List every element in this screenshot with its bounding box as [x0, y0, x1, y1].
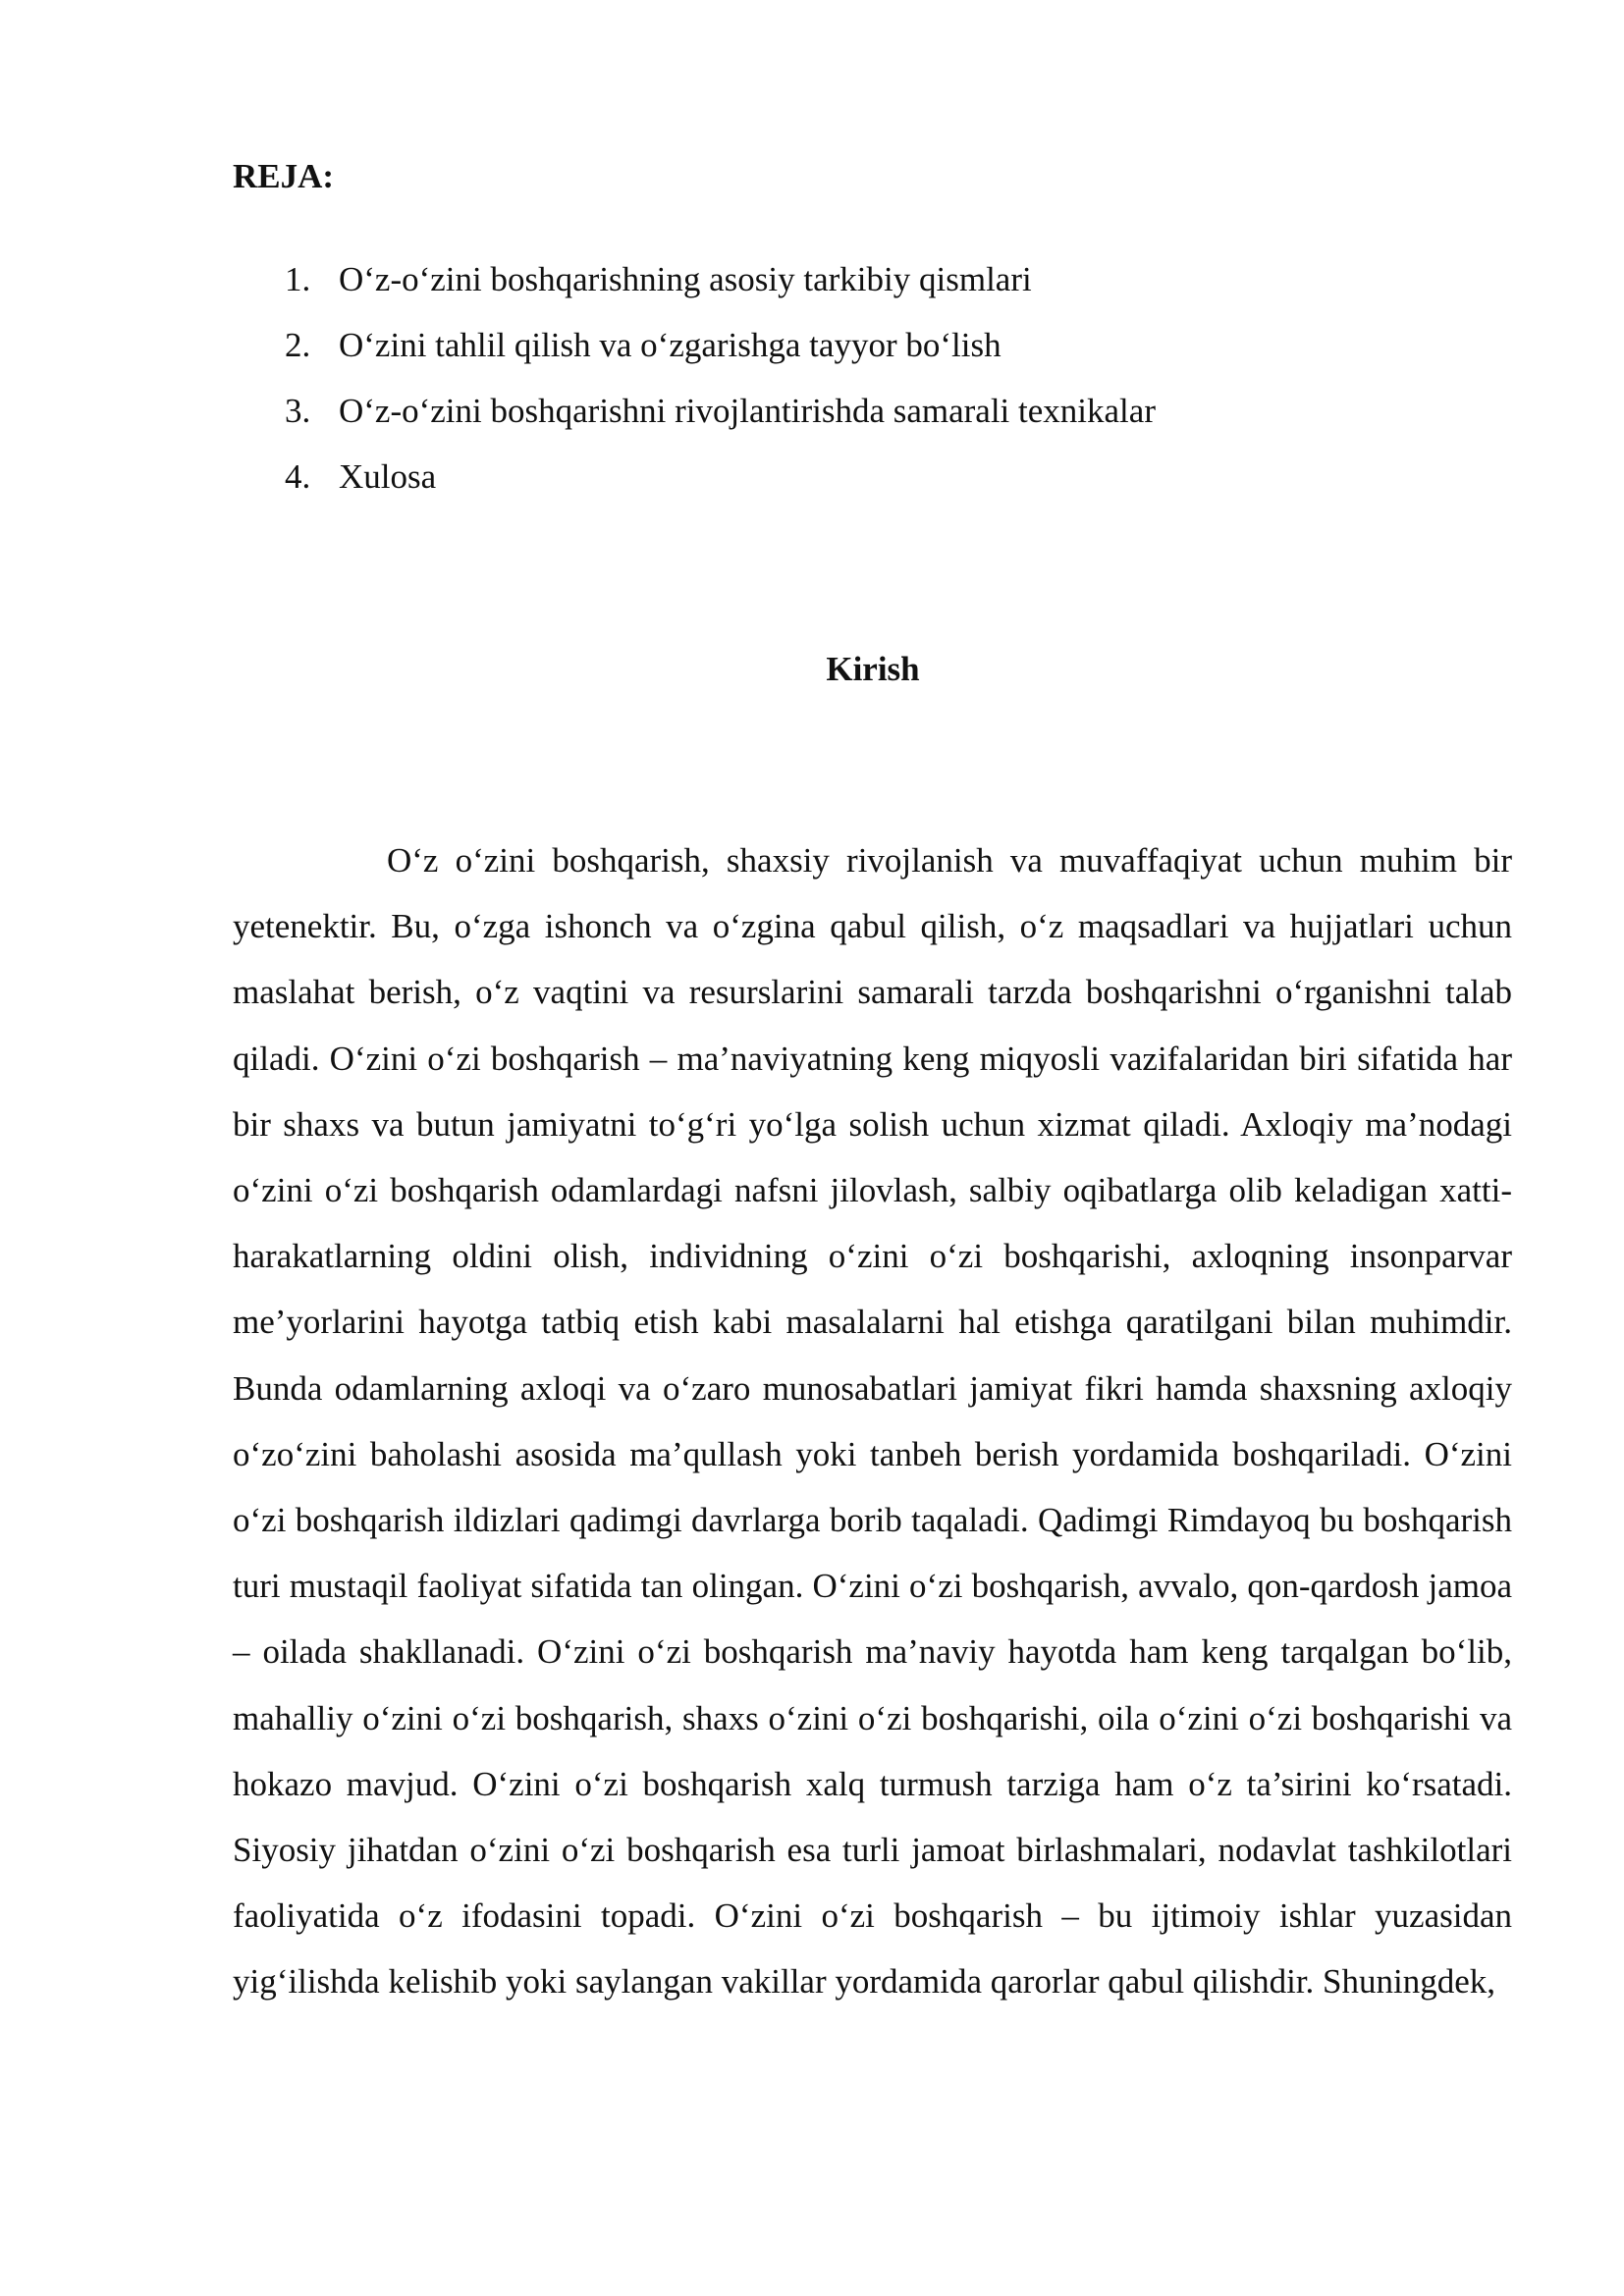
introduction-paragraph: O‘z o‘zini boshqarish, shaxsiy rivojlanish va muvaffaqiyat uchun muhim bir yetenektir. Bu, o‘zga ishonch va o‘zgina qabul qilish, o‘z maqsadlari va hujjatlari uchun maslahat berish, o‘z vaqtini va resurslarini samarali tarzda boshqarishni o‘rganishni talab qiladi. O‘zini o‘zi boshqarish – ma’naviyatning keng miqyosli vazifalaridan biri sifatida har bir shaxs va butun jamiyatni to‘g‘ri yo‘lga solish uchun xizmat qiladi. Axloqiy ma’nodagi o‘zini o‘zi boshqarish odamlardagi nafsni jilovlash, salbiy oqibatlarga olib keladigan xatti-harakatlarning oldini olish, individning o‘zini o‘zi boshqarishi, axloqning insonparvar me’yorlarini hayotga tatbiq etish kabi masalalarni hal etishga qaratilgani bilan muhimdir. Bunda odamlarning axloqi va o‘zaro munosabatlari jamiyat fikri hamda shaxsning axloqiy o‘zo‘zini baholashi asosida ma’qullash yoki tanbeh berish yordamida boshqariladi. O‘zini o‘zi boshqarish ildizlari qadimgi davrlarga borib taqaladi. Qadimgi Rimdayoq bu boshqarish turi mustaqil faoliyat sifatida tan olingan. O‘zini o‘zi boshqarish, avvalo, qon-qardosh jamoa – oilada shakllanadi. O‘zini o‘zi boshqarish ma’naviy hayotda ham keng tarqalgan bo‘lib, mahalliy o‘zini o‘zi boshqarish, shaxs o‘zini o‘zi boshqarishi, oila o‘zini o‘zi boshqarishi va hokazo mavjud. O‘zini o‘zi boshqarish xalq turmush tarziga ham o‘z ta’sirini ko‘rsatadi. Siyosiy jihatdan o‘zini o‘zi boshqarish esa turli jamoat birlashmalari, nodavlat tashkilotlari faoliyatida o‘z ifodasini topadi. O‘zini o‘zi boshqarish – bu ijtimoiy ishlar yuzasidan yig‘ilishda kelishib yoki saylangan vakillar yordamida qarorlar qabul qilishdir. Shuningdek,: [233, 841, 1512, 2002]
plan-item: [285, 258, 1156, 324]
plan-title: REJA:: [233, 157, 335, 195]
plan-item-number: 3.: [285, 392, 311, 430]
plan-item-text: O‘z-o‘zini boshqarishni rivojlantirishda samarali texnikalar: [339, 392, 1156, 430]
plan-item: [285, 324, 1156, 390]
section-title: Kirish: [826, 650, 920, 688]
plan-item-text: O‘zini tahlil qilish va o‘zgarishga tayyor bo‘lish: [339, 326, 1001, 364]
plan-list: [285, 258, 1156, 521]
plan-item: [285, 390, 1156, 455]
plan-item-text: Xulosa: [339, 457, 437, 496]
plan-item-number: 2.: [285, 326, 311, 364]
plan-item-text: O‘z-o‘zini boshqarishning asosiy tarkibiy qismlari: [339, 260, 1032, 298]
plan-item-number: 1.: [285, 260, 311, 298]
plan-item-number: 4.: [285, 457, 311, 496]
plan-item: [285, 455, 1156, 521]
